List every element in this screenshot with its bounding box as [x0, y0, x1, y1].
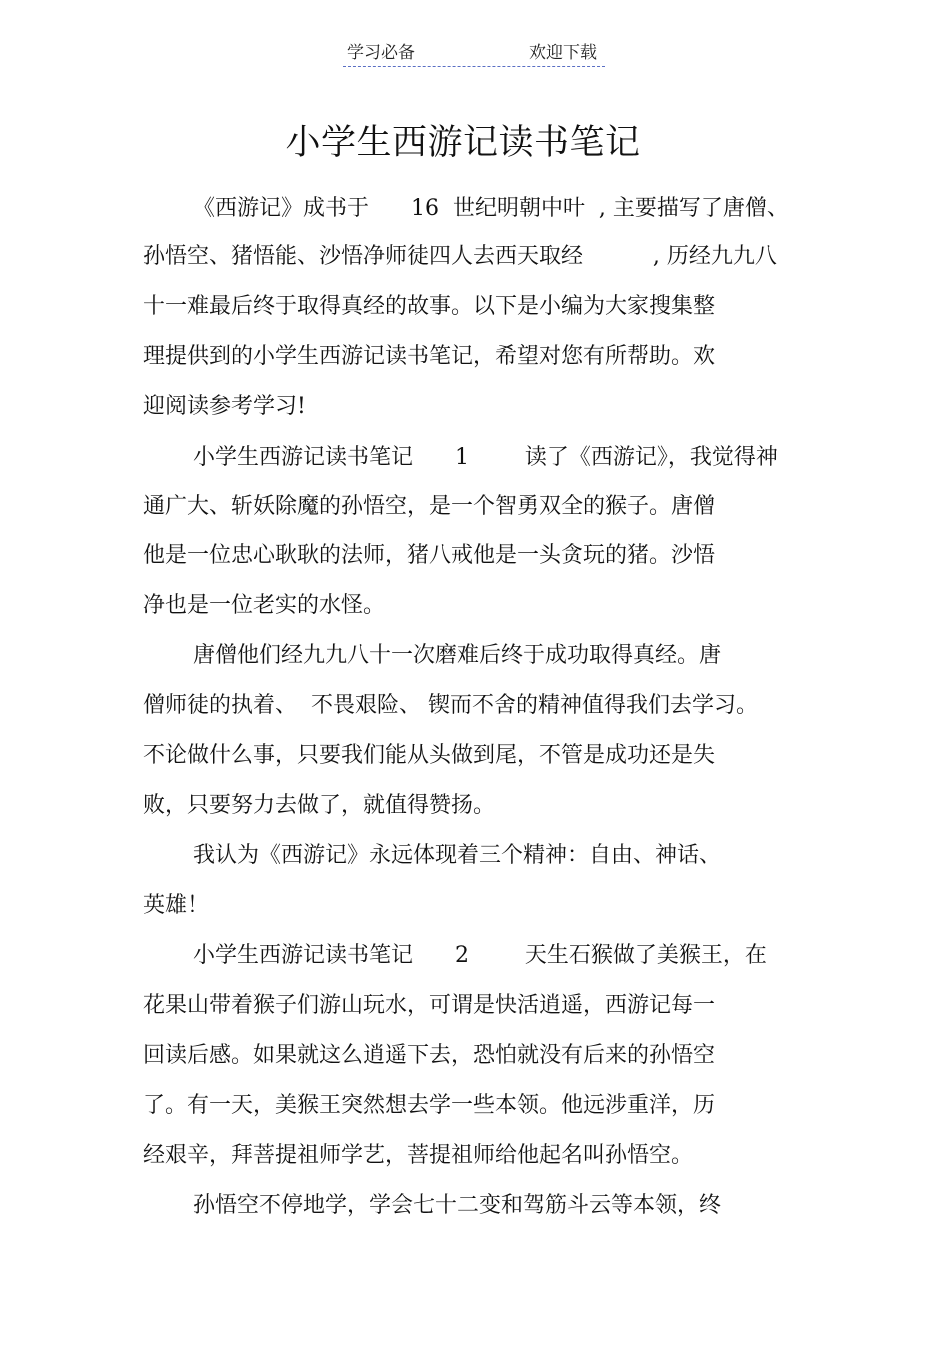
- body-line: 理提供到的小学生西游记读书笔记，希望对您有所帮助。欢: [143, 344, 716, 369]
- body-line: 孙悟空不停地学，学会七十二变和驾筋斗云等本领，终: [193, 1193, 722, 1218]
- body-line: 僧师徒的执着、 不畏艰险、 锲而不舍的精神值得我们去学习。: [143, 693, 758, 718]
- body-line: 了。有一天，美猴王突然想去学一些本领。他远涉重洋，历: [143, 1093, 716, 1118]
- header-right-text: 欢迎下载: [529, 43, 597, 63]
- document-title: 小学生西游记读书笔记: [285, 123, 641, 163]
- body-line: 通广大、斩妖除魔的孙悟空，是一个智勇双全的猴子。唐僧: [143, 494, 716, 519]
- body-line: 小学生西游记读书笔记 1 读了《西游记》，我觉得神: [193, 445, 778, 470]
- body-line: 英雄！: [143, 893, 210, 918]
- body-line: 《西游记》成书于 16 世纪明朝中叶 , 主要描写了唐僧、: [193, 196, 789, 221]
- body-line: 不论做什么事，只要我们能从头做到尾，不管是成功还是失: [143, 743, 716, 768]
- body-line: 败，只要努力去做了，就值得赞扬。: [143, 793, 496, 818]
- body-line: 孙悟空、猪悟能、沙悟净师徒四人去西天取经 , 历经九九八: [143, 244, 777, 269]
- body-line: 经艰辛，拜菩提祖师学艺，菩提祖师给他起名叫孙悟空。: [143, 1143, 694, 1168]
- header-left-text: 学习必备: [347, 43, 415, 63]
- page-header: [343, 40, 605, 67]
- body-line: 唐僧他们经九九八十一次磨难后终于成功取得真经。唐: [193, 643, 722, 668]
- body-line: 净也是一位老实的水怪。: [143, 593, 386, 618]
- body-line: 他是一位忠心耿耿的法师，猪八戒他是一头贪玩的猪。沙悟: [143, 543, 716, 568]
- body-line: 小学生西游记读书笔记 2 天生石猴做了美猴王，在: [193, 943, 767, 968]
- body-line: 花果山带着猴子们游山玩水，可谓是快活逍遥，西游记每一: [143, 993, 716, 1018]
- body-line: 我认为《西游记》永远体现着三个精神：自由、神话、: [193, 843, 722, 868]
- body-line: 十一难最后终于取得真经的故事。以下是小编为大家搜集整: [143, 294, 716, 319]
- body-line: 迎阅读参考学习!: [143, 394, 306, 419]
- body-line: 回读后感。如果就这么逍遥下去，恐怕就没有后来的孙悟空: [143, 1043, 716, 1068]
